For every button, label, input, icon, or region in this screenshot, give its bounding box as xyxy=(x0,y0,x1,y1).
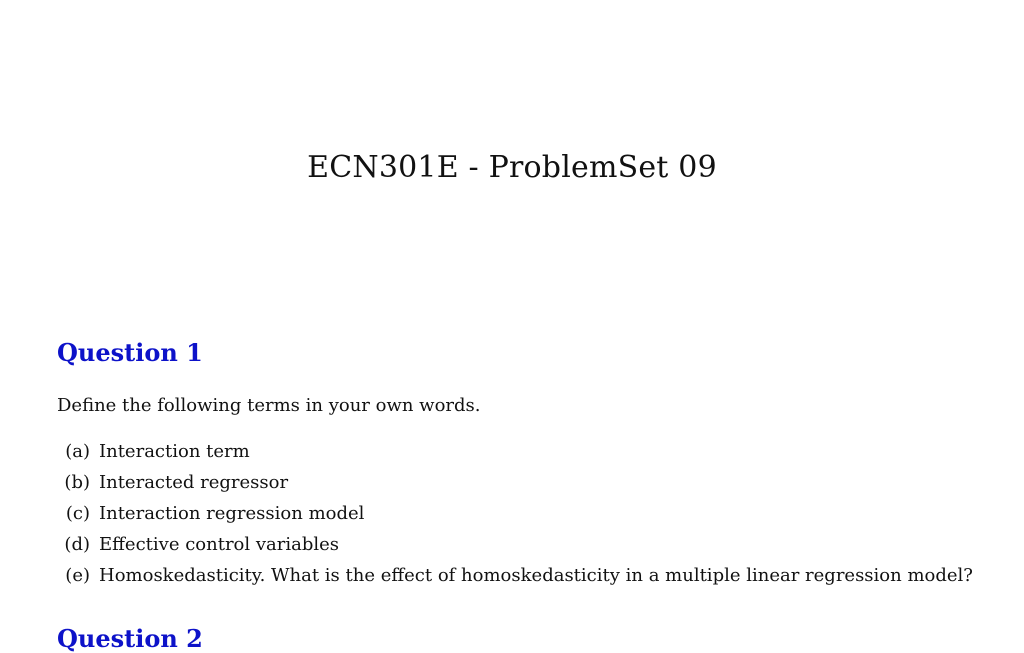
item-text: Interaction term xyxy=(99,441,250,462)
item-label: (e) xyxy=(65,565,90,586)
document-title: ECN301E - ProblemSet 09 xyxy=(307,150,717,185)
list-item xyxy=(57,469,973,500)
item-text: Interacted regressor xyxy=(99,472,289,493)
list-item xyxy=(57,562,973,593)
item-label: (d) xyxy=(64,534,90,555)
question-1-heading: Question 1 xyxy=(57,338,203,367)
list-item xyxy=(57,438,973,469)
list-item xyxy=(57,531,973,562)
question-1-item-list xyxy=(57,438,973,593)
item-text: Interaction regression model xyxy=(99,503,365,524)
question-2-heading: Question 2 xyxy=(57,624,203,653)
item-label: (b) xyxy=(64,472,90,493)
question-1-intro: Define the following terms in your own words. xyxy=(57,395,481,416)
item-text: Effective control variables xyxy=(99,534,340,555)
item-text: Homoskedasticity. What is the effect of homoskedasticity in a multiple linear regression model? xyxy=(99,565,973,586)
list-item xyxy=(57,500,973,531)
item-label: (c) xyxy=(65,503,90,524)
item-label: (a) xyxy=(65,441,90,462)
